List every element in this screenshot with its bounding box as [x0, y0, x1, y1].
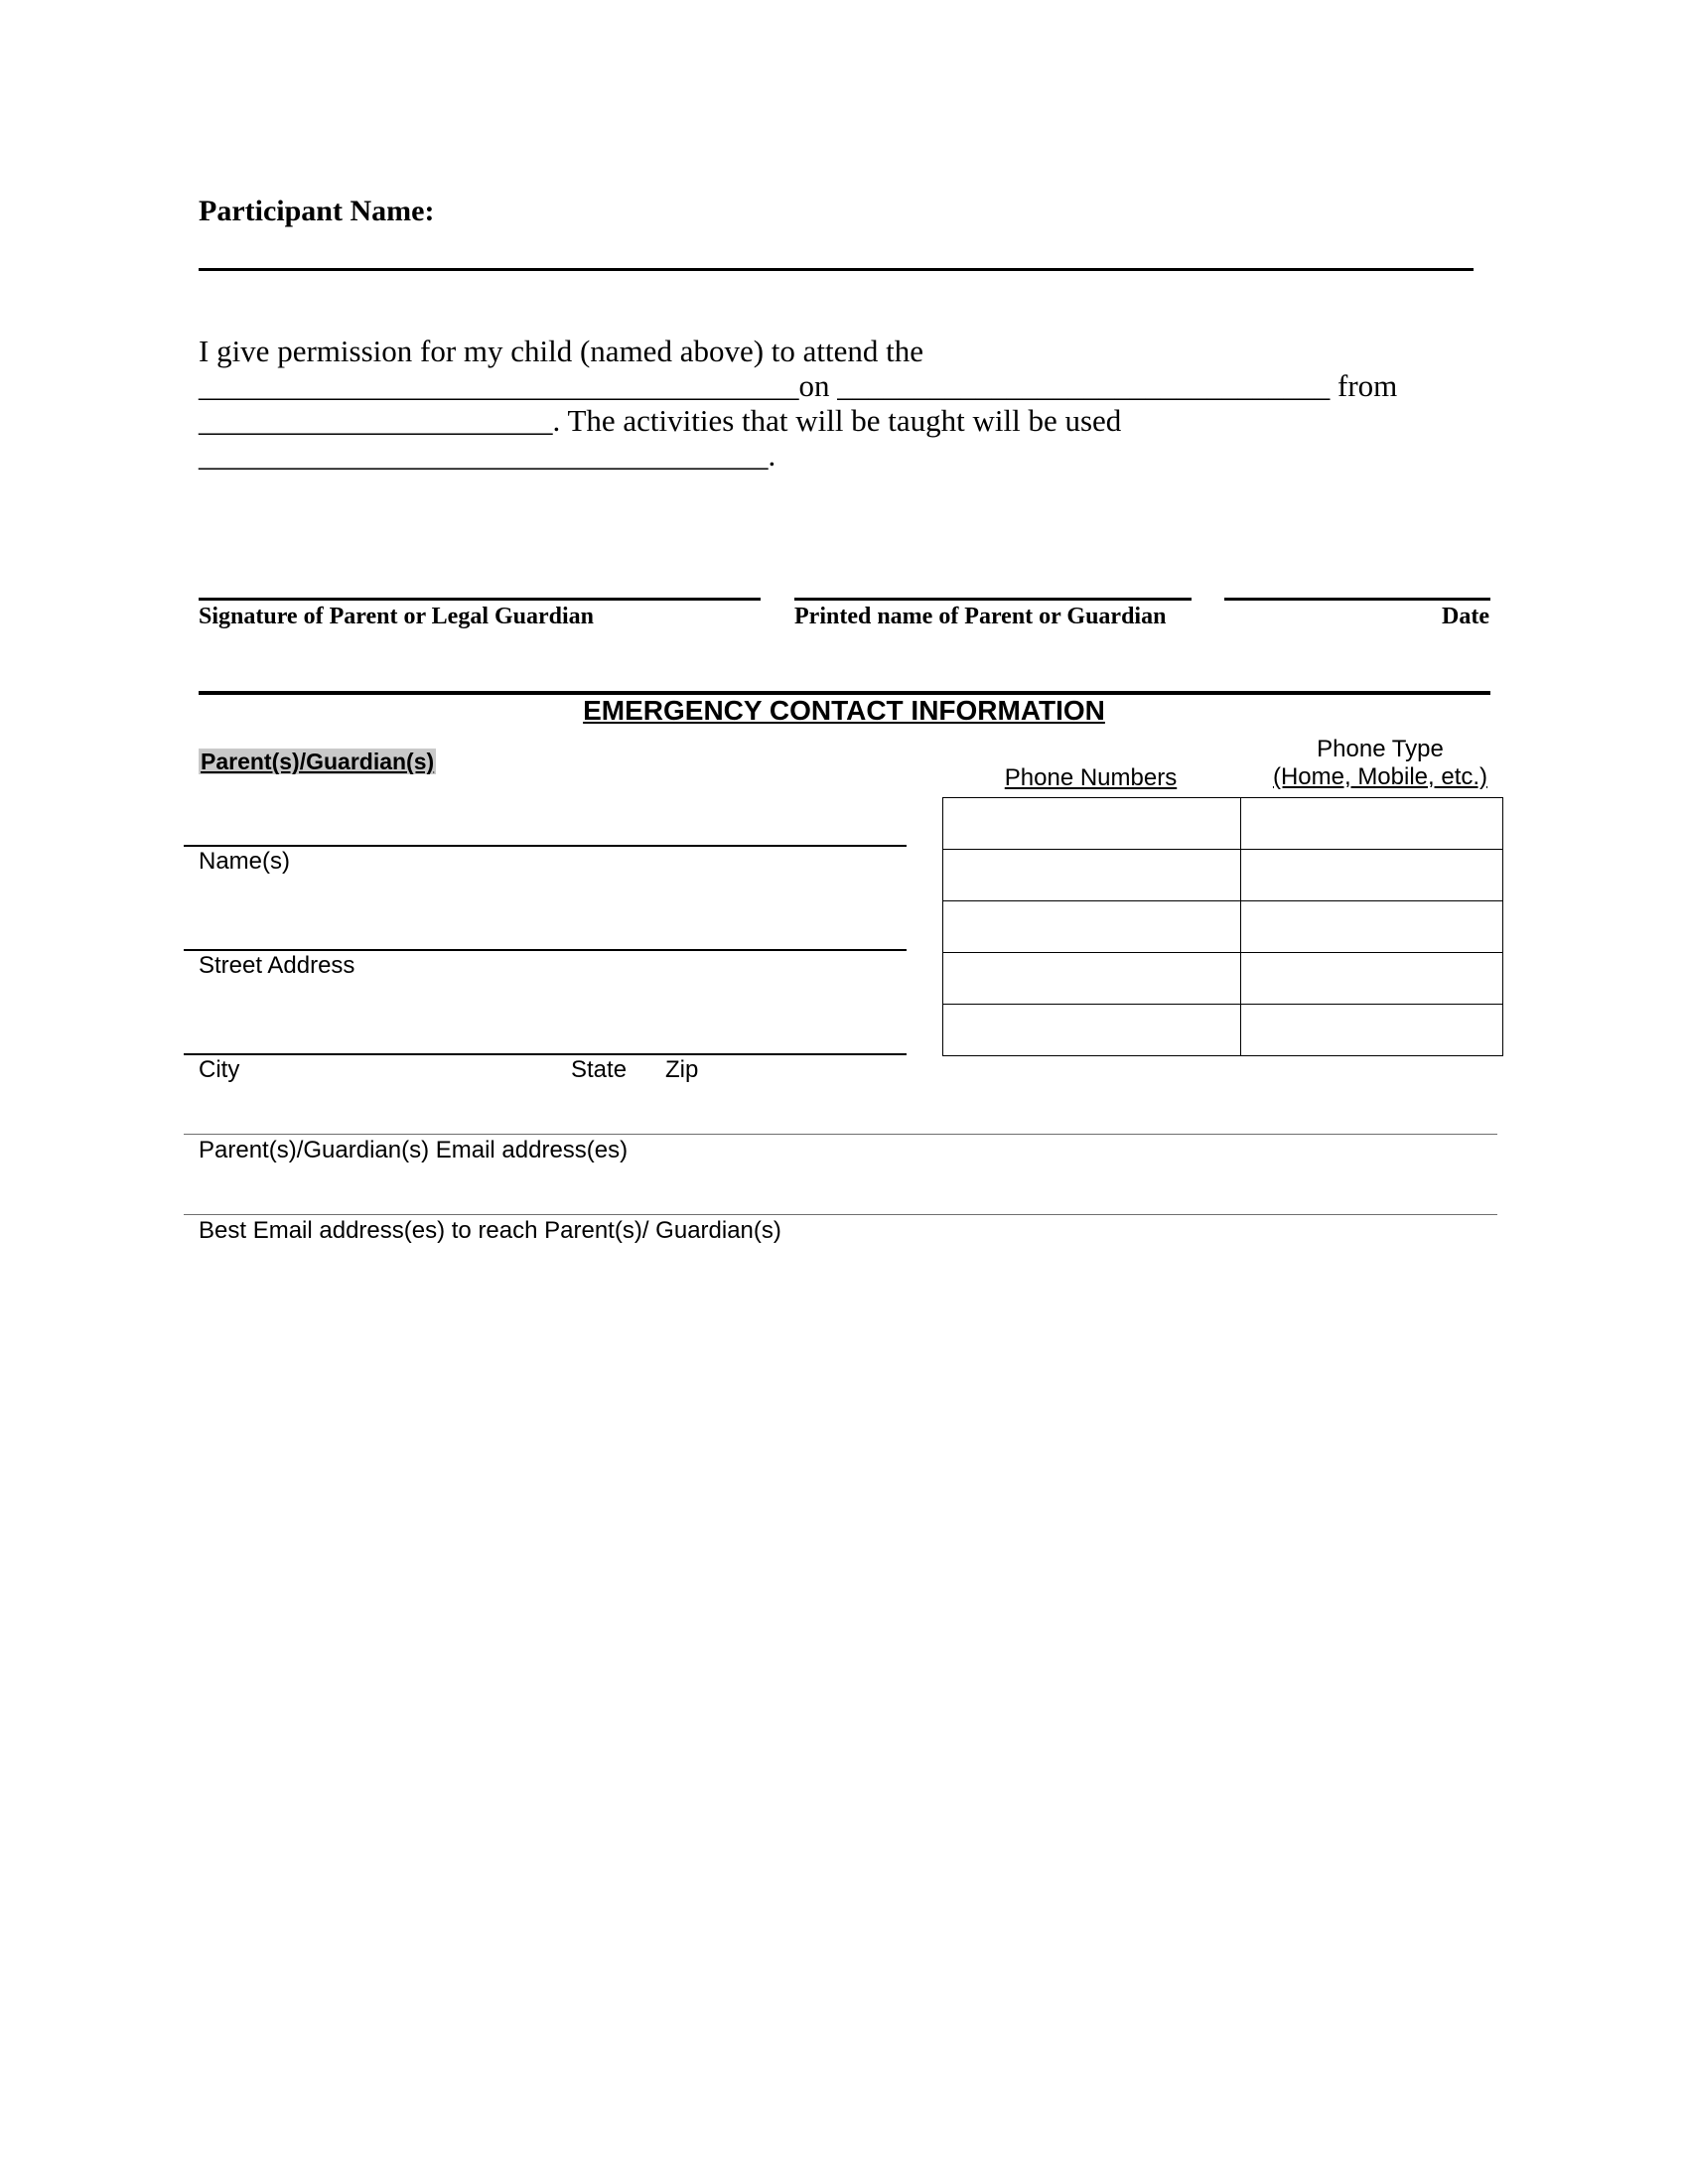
- phone-row: [943, 901, 1503, 953]
- printed-name-label: Printed name of Parent or Guardian: [794, 604, 1167, 629]
- phone-number-cell[interactable]: [943, 953, 1241, 1005]
- phone-numbers-header: Phone Numbers: [1004, 764, 1178, 791]
- permission-line-4: _____________________________________.: [199, 438, 776, 473]
- email-label: Parent(s)/Guardian(s) Email address(es): [199, 1137, 629, 1163]
- phone-type-cell[interactable]: [1241, 901, 1503, 953]
- signature-line[interactable]: [199, 598, 761, 601]
- permission-line-1: I give permission for my child (named above) to attend the: [199, 334, 924, 368]
- date-line[interactable]: [1224, 598, 1490, 601]
- phone-row: [943, 798, 1503, 850]
- phone-type-cell[interactable]: [1241, 953, 1503, 1005]
- emergency-section-title: EMERGENCY CONTACT INFORMATION: [583, 695, 1105, 726]
- phone-number-cell[interactable]: [943, 850, 1241, 901]
- guardian-heading: [199, 749, 436, 775]
- email-field-line[interactable]: [184, 1134, 1497, 1135]
- printed-name-line[interactable]: [794, 598, 1192, 601]
- names-field-line[interactable]: [184, 845, 907, 847]
- state-label: State: [571, 1056, 628, 1083]
- participant-name-label: Participant Name:: [199, 195, 435, 227]
- permission-line-2: _______________________________________on ________________________________ from: [199, 368, 1398, 403]
- phone-number-cell[interactable]: [943, 798, 1241, 850]
- phone-row: [943, 850, 1503, 901]
- phone-number-cell[interactable]: [943, 1005, 1241, 1056]
- city-field-line[interactable]: [184, 1053, 907, 1055]
- phone-row: [943, 1005, 1503, 1056]
- best-email-label: Best Email address(es) to reach Parent(s)/ Guardian(s): [199, 1217, 781, 1244]
- phone-type-header: [1231, 736, 1529, 791]
- names-label: Name(s): [199, 848, 291, 875]
- street-address-label: Street Address: [199, 952, 355, 979]
- city-label: City: [199, 1056, 240, 1083]
- permission-line-3: _______________________. The activities that will be taught will be used: [199, 403, 1122, 438]
- best-email-field-line[interactable]: [184, 1214, 1497, 1215]
- phone-row: [943, 953, 1503, 1005]
- phone-number-cell[interactable]: [943, 901, 1241, 953]
- participant-name-field-line[interactable]: [199, 268, 1474, 271]
- phone-table: [942, 797, 1503, 1056]
- phone-type-cell[interactable]: [1241, 798, 1503, 850]
- phone-type-header-line1: Phone Type: [1317, 736, 1444, 762]
- zip-label: Zip: [665, 1056, 699, 1083]
- phone-type-header-line2: (Home, Mobile, etc.): [1272, 763, 1488, 790]
- signature-label: Signature of Parent or Legal Guardian: [199, 604, 595, 629]
- guardian-heading-text: Parent(s)/Guardian(s): [201, 749, 435, 774]
- street-field-line[interactable]: [184, 949, 907, 951]
- date-label: Date: [1442, 604, 1489, 629]
- phone-type-cell[interactable]: [1241, 850, 1503, 901]
- phone-type-cell[interactable]: [1241, 1005, 1503, 1056]
